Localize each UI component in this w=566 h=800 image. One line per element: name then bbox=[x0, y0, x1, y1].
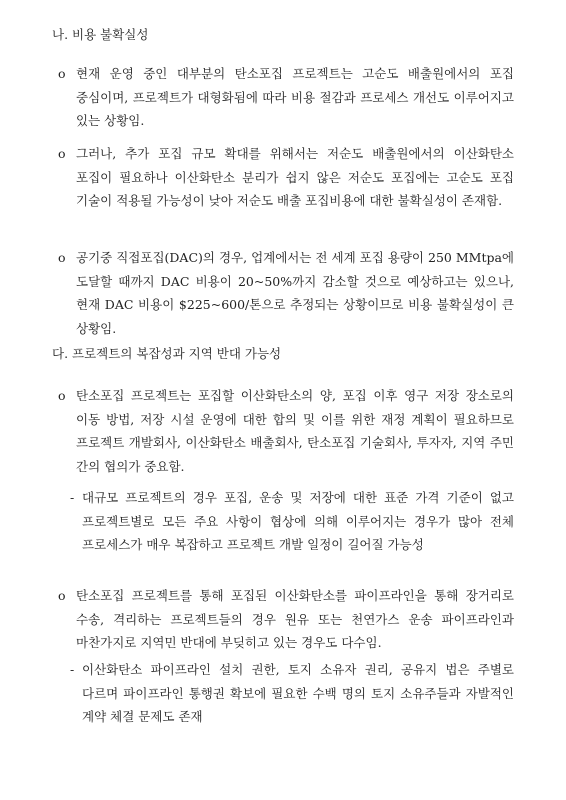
sub-bullet-text: 이산화탄소 파이프라인 설치 권한, 토지 소유자 권리, 공유지 법은 주별로 다르며 파이프라인 통행권 확보에 필요한 수백 명의 토지 소유주들과 자발적인 계약 체결 문제도 존재 bbox=[82, 662, 514, 724]
section-heading-cost-uncertainty: 나. 비용 불확실성 bbox=[52, 27, 149, 42]
bullet-item bbox=[58, 142, 514, 213]
bullet-text: 탄소포집 프로젝트를 통해 포집된 이산화탄소를 파이프라인을 통해 장거리로 수송, 격리하는 프로젝트들의 경우 원유 또는 천연가스 운송 파이프라인과 마찬가지로 지역민 반대에 부딪히고 있는 경우도 다수임. bbox=[76, 588, 514, 650]
bullet-marker: o bbox=[58, 250, 66, 265]
bullet-text: 그러나, 추가 포집 규모 확대를 위해서는 저순도 배출원에서의 이산화탄소 포집이 필요하나 이산화탄소 분리가 쉽지 않은 저순도 포집에는 고순도 포집 기술이 적용될 가능성이 낮아 저순도 배출 포집비용에 대한 불확실성이 존재함. bbox=[76, 146, 514, 208]
bullet-marker: o bbox=[58, 388, 66, 403]
bullet-marker: o bbox=[58, 146, 66, 161]
bullet-marker: o bbox=[58, 588, 66, 603]
bullet-text: 현재 운영 중인 대부분의 탄소포집 프로젝트는 고순도 배출원에서의 포집 중심이며, 프로젝트가 대형화됨에 따라 비용 절감과 프로세스 개선도 이루어지고 있는 상황임. bbox=[76, 66, 514, 128]
bullet-marker: o bbox=[58, 66, 66, 81]
sub-bullet-item bbox=[70, 486, 514, 557]
bullet-item bbox=[58, 384, 514, 478]
section-heading-project-complexity: 다. 프로젝트의 복잡성과 지역 반대 가능성 bbox=[52, 346, 282, 361]
sub-bullet-text: 대규모 프로젝트의 경우 포집, 운송 및 저장에 대한 표준 가격 기준이 없고 프로젝트별로 모든 주요 사항이 협상에 의해 이루어지는 경우가 많아 전체 프로세스가 매우 복잡하고 프로젝트 개발 일정이 길어질 가능성 bbox=[82, 490, 514, 552]
sub-bullet-item bbox=[70, 658, 514, 729]
dash-marker: - bbox=[70, 490, 75, 505]
bullet-text: 공기중 직접포집(DAC)의 경우, 업계에서는 전 세계 포집 용량이 250 MMtpa에 도달할 때까지 DAC 비용이 20~50%까지 감소할 것으로 예상하고는 있으나, 현재 DAC 비용이 $225~600/톤으로 추정되는 상황이므로 비용 불확실성이 큰 상황임. bbox=[76, 250, 514, 336]
bullet-item bbox=[58, 62, 514, 133]
dash-marker: - bbox=[70, 662, 75, 677]
bullet-item bbox=[58, 246, 514, 340]
bullet-text: 탄소포집 프로젝트는 포집할 이산화탄소의 양, 포집 이후 영구 저장 장소로의 이동 방법, 저장 시설 운영에 대한 합의 및 이를 위한 재정 계획이 필요하므로 프로젝트 개발회사, 이산화탄소 배출회사, 탄소포집 기술회사, 투자자, 지역 주민 간의 협의가 중요함. bbox=[76, 388, 514, 474]
bullet-item bbox=[58, 584, 514, 655]
